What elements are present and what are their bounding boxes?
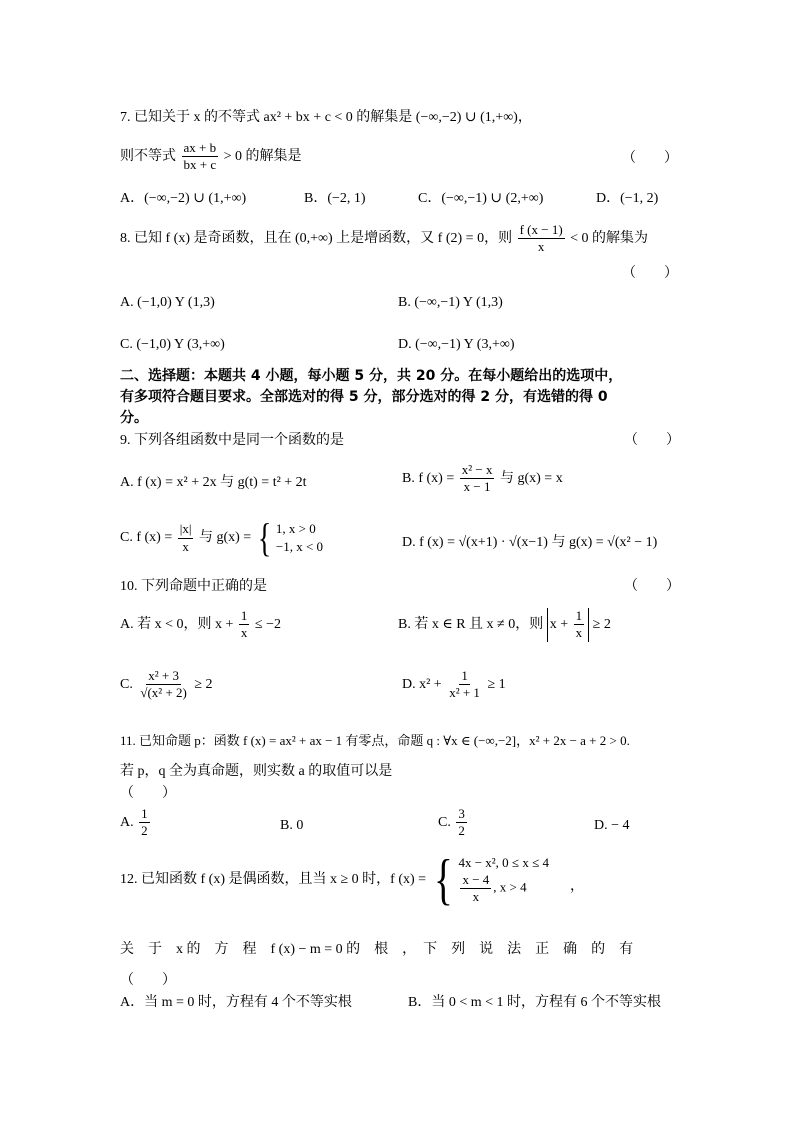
q10-answer-paren: （ ）: [624, 579, 680, 594]
q9-c-case2: −1, x < 0: [275, 539, 324, 554]
q12-line1-prefix: 12. 已知函数 f (x) 是偶函数，且当 x ≥ 0 时，f (x) =: [120, 872, 427, 888]
q8-frac-den: x: [537, 239, 545, 255]
q11-answer-paren: （ ）: [120, 786, 176, 801]
q10-option-c: [120, 668, 213, 702]
q10-d-prefix: D. x² +: [402, 676, 442, 692]
q9-b-den: x − 1: [463, 479, 491, 495]
q11-a-label: A.: [120, 814, 134, 830]
q10-b-num: 1: [574, 608, 585, 625]
q12-case2-suffix: , x > 4: [493, 879, 527, 895]
q12-comma: ，: [570, 879, 584, 894]
q8-option-a: A. (−1,0) Y (1,3): [120, 295, 215, 310]
q9-stem: 9. 下列各组函数中是同一个函数的是: [120, 433, 344, 448]
q9-c-prefix: C. f (x) =: [120, 530, 173, 546]
q7-option-a: A．(−∞,−2) ∪ (1,+∞): [120, 191, 247, 206]
q10-stem: 10. 下列命题中正确的是: [120, 579, 267, 594]
q10-a-den: x: [240, 625, 248, 641]
q10-b-prefix: B. 若 x ∈ R 且 x ≠ 0，则: [398, 616, 544, 632]
q11-line2: 若 p，q 全为真命题，则实数 a 的取值可以是: [120, 764, 393, 779]
q12-line2: 关 于 x 的 方 程 f (x) − m = 0 的 根 ， 下 列 说 法 正 确 的 有: [120, 942, 634, 957]
section2-heading-line2: 有多项符合题目要求。全部选对的得 5 分，部分选对的得 2 分，有选错的得 0: [120, 389, 608, 405]
q12-case2-den: x: [472, 889, 480, 905]
q10-c-suffix: ≥ 2: [194, 676, 213, 692]
q10-a-prefix: A. 若 x < 0，则 x +: [120, 616, 234, 632]
brace-glyph: {: [257, 515, 272, 560]
q8-frac-num: f (x − 1): [518, 222, 565, 239]
q11-option-b: B. 0: [280, 818, 304, 833]
q9-option-b: [402, 462, 563, 496]
q8-option-c: C. (−1,0) Y (3,+∞): [120, 337, 225, 352]
q12-line1: [120, 849, 549, 911]
q9-c-case1: 1, x > 0: [275, 521, 316, 537]
q8-line1-prefix: 8. 已知 f (x) 是奇函数，且在 (0,+∞) 上是增函数，又 f (2) = 0，则: [120, 230, 513, 246]
q12-piecewise: [430, 849, 549, 911]
q7-frac-num: ax + b: [182, 140, 219, 157]
q11-a-den: 2: [141, 823, 148, 839]
q10-b-abs: [547, 608, 589, 642]
q10-a-suffix: ≤ −2: [254, 616, 281, 632]
section2-heading-line3: 分。: [120, 410, 148, 426]
q7-fraction: [182, 140, 219, 174]
q10-c-num: x² + 3: [146, 668, 181, 685]
q9-b-num: x² − x: [460, 462, 495, 479]
q10-b-abs-prefix: x +: [549, 616, 569, 632]
q8-line1-suffix: < 0 的解集为: [570, 230, 649, 246]
q9-option-c: [120, 515, 324, 560]
q12-case1: 4x − x², 0 ≤ x ≤ 4: [458, 855, 549, 871]
q11-c-num: 3: [456, 806, 467, 823]
q9-option-a: A. f (x) = x² + 2x 与 g(t) = t² + 2t: [120, 475, 307, 490]
q8-answer-paren: （ ）: [622, 266, 678, 281]
q12-case2: [458, 872, 549, 906]
q10-b-suffix: ≥ 2: [592, 616, 611, 632]
q9-b-fraction: [460, 462, 495, 496]
q7-option-b: B．(−2, 1): [304, 191, 366, 206]
q11-option-d: D. − 4: [594, 818, 630, 833]
q9-c-piecewise: [255, 515, 324, 560]
q7-line1: 7. 已知关于 x 的不等式 ax² + bx + c < 0 的解集是 (−∞,−2) ∪ (1,+∞)，: [120, 110, 532, 125]
q10-c-den: √(x² + 2): [140, 685, 187, 701]
q11-option-a: [120, 806, 152, 840]
q7-option-d: D．(−1, 2): [596, 191, 659, 206]
q9-option-d: D. f (x) = √(x+1) · √(x−1) 与 g(x) = √(x² − 1): [402, 535, 658, 550]
q11-line1: 11. 已知命题 p：函数 f (x) = ax² + ax − 1 有零点，命题 q : ∀x ∈ (−∞,−2]，x² + 2x − a + 2 > 0.: [120, 733, 630, 748]
q10-option-a: [120, 608, 281, 642]
q8-line1: [120, 222, 648, 256]
q12-case2-num: x − 4: [460, 872, 491, 889]
q9-answer-paren: （ ）: [624, 433, 680, 448]
q12-option-a: A．当 m = 0 时，方程有 4 个不等实根: [120, 995, 352, 1010]
q11-c-label: C.: [438, 814, 451, 830]
q7-line2-prefix: 则不等式: [120, 148, 176, 164]
q9-c-fraction: [178, 521, 194, 555]
q10-b-fraction: [574, 608, 585, 642]
q8-option-d: D. (−∞,−1) Y (3,+∞): [398, 337, 515, 352]
q9-c-mid: 与 g(x) =: [198, 530, 252, 546]
q10-option-b: [398, 608, 611, 642]
q9-c-den: x: [182, 538, 189, 554]
q7-line2-suffix: > 0 的解集是: [223, 148, 302, 164]
q9-c-num: |x|: [178, 521, 194, 538]
brace-glyph: {: [433, 849, 453, 911]
q11-c-den: 2: [458, 823, 465, 839]
q9-b-prefix: B. f (x) =: [402, 470, 455, 486]
q10-d-suffix: ≥ 1: [487, 676, 506, 692]
q8-option-b: B. (−∞,−1) Y (1,3): [398, 295, 503, 310]
q10-a-fraction: [239, 608, 250, 642]
q12-option-b: B．当 0 < m < 1 时，方程有 6 个不等实根: [408, 995, 662, 1010]
q10-c-fraction: [138, 668, 189, 702]
q7-answer-paren: （ ）: [622, 151, 678, 166]
q10-d-num: 1: [459, 668, 470, 685]
q10-b-den: x: [575, 625, 583, 641]
q8-fraction: [518, 222, 565, 256]
q11-a-num: 1: [139, 806, 150, 823]
q10-c-prefix: C.: [120, 676, 133, 692]
q7-option-c: C．(−∞,−1) ∪ (2,+∞): [418, 191, 544, 206]
q10-a-num: 1: [239, 608, 250, 625]
q10-d-fraction: [447, 668, 482, 702]
q7-frac-den: bx + c: [183, 157, 217, 173]
q12-case2-fraction: [460, 872, 491, 906]
q12-answer-paren: （ ）: [120, 973, 176, 988]
q10-d-den: x² + 1: [449, 685, 480, 701]
q10-option-d: [402, 668, 506, 702]
q11-option-c: [438, 806, 469, 840]
q11-a-fraction: [139, 806, 150, 840]
q9-b-suffix: 与 g(x) = x: [499, 470, 563, 486]
section2-heading-line1: 二、选择题：本题共 4 小题，每小题 5 分，共 20 分。在每小题给出的选项中，: [120, 368, 623, 384]
q7-line2: [120, 140, 302, 174]
q11-c-fraction: [456, 806, 467, 840]
